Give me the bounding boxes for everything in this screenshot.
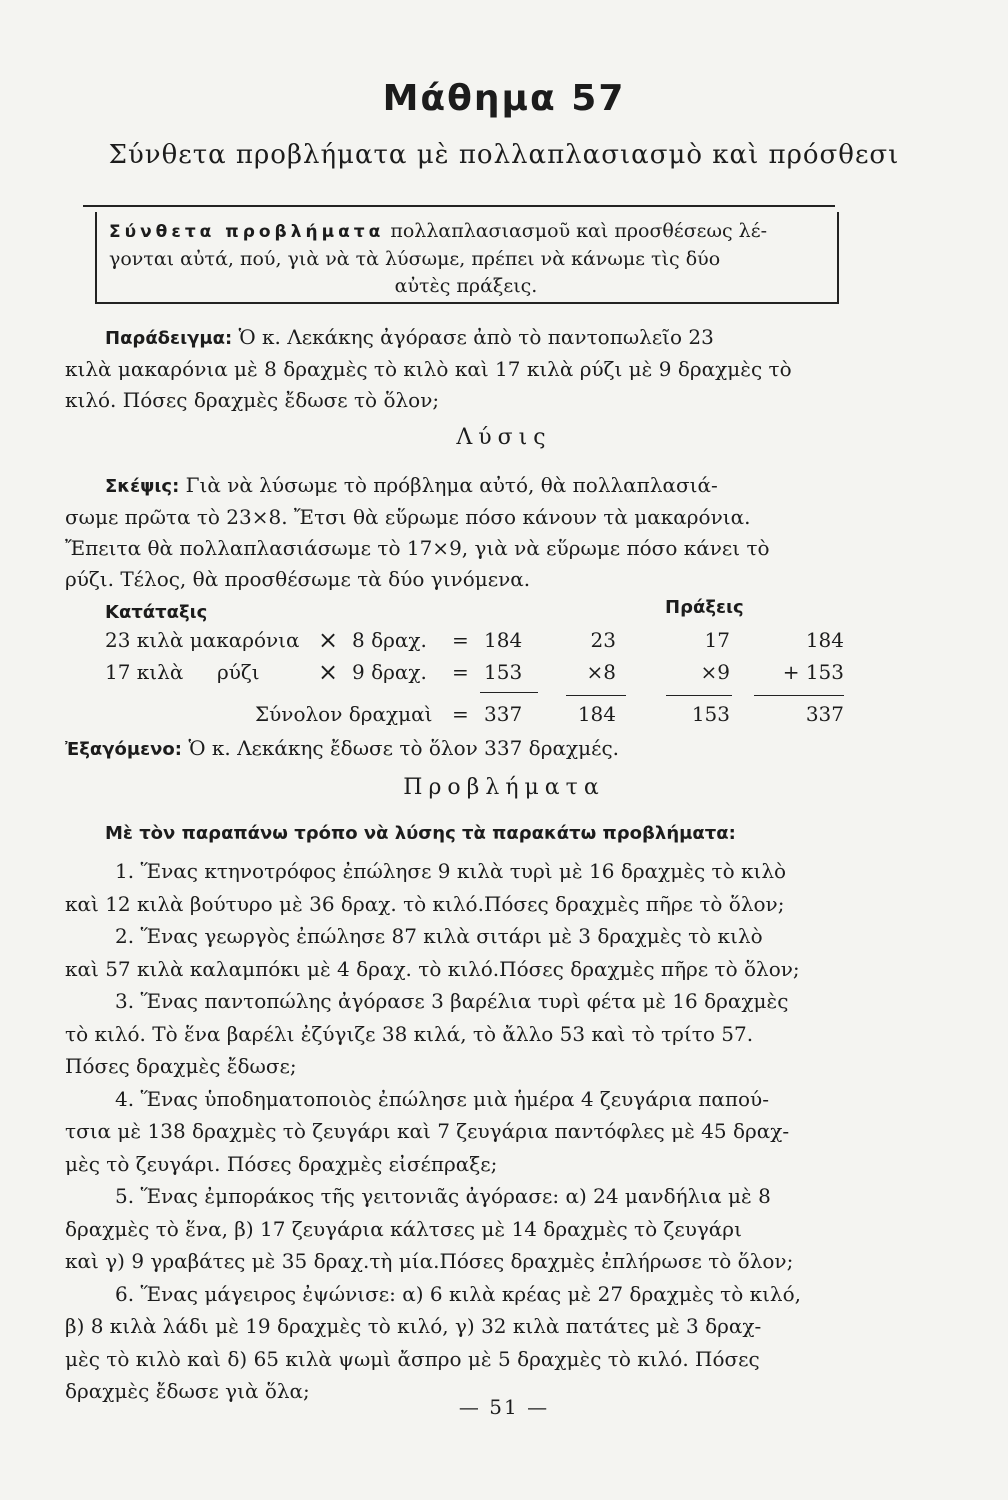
problem-2 xyxy=(65,920,842,985)
setup-row1-times: × xyxy=(318,626,339,654)
problem-4 xyxy=(65,1083,842,1181)
setup-total-value: 337 xyxy=(484,702,523,726)
setup-label: Κατάταξις xyxy=(105,602,208,623)
operations-label: Πράξεις xyxy=(665,597,744,618)
op1-a: 23 xyxy=(590,628,616,652)
reasoning-label: Σκέψις: xyxy=(105,476,180,497)
problem-line: 5. Ἕνας ἐμποράκος τῆς γειτονιᾶς ἀγόρασε: α) 24 μανδήλια μὲ 8 xyxy=(115,1184,771,1208)
setup-row2-price: 9 δραχ. xyxy=(352,660,427,684)
reasoning-line4: ρύζι. Τέλος, θὰ προσθέσωμε τὰ δύο γινόμενα. xyxy=(65,567,531,591)
op3-a: 184 xyxy=(805,628,844,652)
problems-intro: Μὲ τὸν παραπάνω τρόπο νὰ λύσης τὰ παρακάτω προβλήματα: xyxy=(105,823,736,844)
example-line1: Ὁ κ. Λεκάκης ἀγόρασε ἀπὸ τὸ παντοπωλεῖο 23 xyxy=(238,325,714,349)
reasoning-paragraph xyxy=(65,470,842,595)
solution-heading: Λύσις xyxy=(456,425,552,450)
setup-row2-item: ρύζι xyxy=(217,660,260,684)
op2-result: 153 xyxy=(691,702,730,726)
definition-line1: πολλαπλασιασμοῦ καὶ προσθέσεως λέ- xyxy=(390,220,767,242)
setup-row2-eq: = xyxy=(452,660,469,684)
reasoning-line3: Ἔπειτα θὰ πολλαπλασιάσωμε τὸ 17×9, γιὰ νὰ εὕρωμε πόσο κάνει τὸ xyxy=(65,536,770,560)
problem-line: 4. Ἕνας ὑποδηματοποιὸς ἐπώλησε μιὰ ἡμέρα 4 ζευγάρια παπού- xyxy=(115,1086,769,1111)
problem-line: 1. Ἕνας κτηνοτρόφος ἐπώλησε 9 κιλὰ τυρὶ μὲ 16 δραχμὲς τὸ κιλὸ xyxy=(115,859,787,883)
setup-row2-qty: 17 κιλὰ xyxy=(105,660,184,684)
op2-a: 17 xyxy=(704,628,730,652)
problem-line: β) 8 κιλὰ λάδι μὲ 19 δραχμὲς τὸ κιλό, γ) 32 κιλὰ πατάτες μὲ 3 δραχ- xyxy=(65,1314,762,1338)
setup-row1-price: 8 δραχ. xyxy=(352,628,427,652)
op1-b: ×8 xyxy=(586,660,616,684)
problem-line: δραχμὲς τὸ ἕνα, β) 17 ζευγάρια κάλτσες μὲ 14 δραχμὲς τὸ ζευγάρι xyxy=(65,1216,742,1241)
problem-line: μὲς τὸ ζευγάρι. Πόσες δραχμὲς εἰσέπραξε; xyxy=(65,1151,498,1176)
problem-5 xyxy=(65,1180,842,1278)
problem-line: καὶ 57 κιλὰ καλαμπόκι μὲ 4 δραχ. τὸ κιλό.Πόσες δραχμὲς πῆρε τὸ ὅλον; xyxy=(65,956,800,981)
example-line3: κιλό. Πόσες δραχμὲς ἔδωσε τὸ ὅλον; xyxy=(65,388,440,412)
problem-line: Πόσες δραχμὲς ἔδωσε; xyxy=(65,1054,297,1078)
problem-6 xyxy=(65,1278,842,1408)
answer-label: Ἐξαγόμενο: xyxy=(65,739,182,760)
page-subtitle: Σύνθετα προβλήματα μὲ πολλαπλασιασμὸ καὶ πρόσθεσι xyxy=(108,140,900,170)
setup-total-label: Σύνολον δραχμαὶ xyxy=(255,702,433,726)
problem-line: 6. Ἕνας μάγειρος ἐψώνισε: α) 6 κιλὰ κρέας μὲ 27 δραχμὲς τὸ κιλό, xyxy=(115,1281,802,1306)
problem-3 xyxy=(65,985,842,1083)
page-number: — 51 — xyxy=(458,1395,550,1419)
op3-result: 337 xyxy=(805,702,844,726)
problem-line: μὲς τὸ κιλὸ καὶ δ) 65 κιλὰ ψωμὶ ἄσπρο μὲ 5 δραχμὲς τὸ κιλό. Πόσες xyxy=(65,1346,760,1371)
problem-line: τὸ κιλό. Τὸ ἕνα βαρέλι ἐζύγιζε 38 κιλά, τὸ ἄλλο 53 καὶ τὸ τρίτο 57. xyxy=(65,1021,754,1046)
definition-top-rule xyxy=(83,205,835,207)
setup-total-eq: = xyxy=(452,702,469,726)
op3-b: + 153 xyxy=(782,660,844,684)
definition-line2: γονται αὐτά, πού, γιὰ νὰ τὰ λύσωμε, πρέπει νὰ κάνωμε τὶς δύο xyxy=(109,248,721,270)
definition-box xyxy=(95,212,839,304)
setup-row1-qty: 23 κιλὰ μακαρόνια xyxy=(105,628,300,652)
reasoning-line2: σωμε πρῶτα τὸ 23×8. Ἔτσι θὰ εὕρωμε πόσο κάνουν τὰ μακαρόνια. xyxy=(65,505,751,529)
problems-list xyxy=(65,855,842,1408)
problem-line: καὶ γ) 9 γραβάτες μὲ 35 δραχ.τὴ μία.Πόσες δραχμὲς ἐπλήρωσε τὸ ὅλον; xyxy=(65,1249,794,1273)
lesson-title: Μάθημα 57 xyxy=(382,78,626,119)
problem-line: 3. Ἕνας παντοπώλης ἀγόρασε 3 βαρέλια τυρὶ φέτα μὲ 16 δραχμὲς xyxy=(115,989,789,1013)
problem-line: τσια μὲ 138 δραχμὲς τὸ ζευγάρι καὶ 7 ζευγάρια παντόφλες μὲ 45 δραχ- xyxy=(65,1119,790,1143)
problem-line: καὶ 12 κιλὰ βούτυρο μὲ 36 δραχ. τὸ κιλό.Πόσες δραχμὲς πῆρε τὸ ὅλον; xyxy=(65,891,785,916)
answer-text: Ὁ κ. Λεκάκης ἔδωσε τὸ ὅλον 337 δραχμές. xyxy=(188,736,620,760)
definition-lead: Σύνθετα προβλήματα xyxy=(109,222,385,242)
op2-rule xyxy=(666,695,732,696)
problem-line: δραχμὲς ἔδωσε γιὰ ὅλα; xyxy=(65,1379,310,1403)
setup-row1-eq: = xyxy=(452,628,469,652)
setup-row1-result: 184 xyxy=(484,628,523,652)
example-line2: κιλὰ μακαρόνια μὲ 8 δραχμὲς τὸ κιλὸ καὶ 17 κιλὰ ρύζι μὲ 9 δραχμὲς τὸ xyxy=(65,357,792,381)
reasoning-line1: Γιὰ νὰ λύσωμε τὸ πρόβλημα αὐτό, θὰ πολλαπλασιά- xyxy=(185,473,718,497)
op1-rule xyxy=(566,695,626,696)
problem-1 xyxy=(65,855,842,920)
setup-sum-rule xyxy=(480,692,538,693)
setup-row2-times: × xyxy=(318,658,339,686)
problems-heading: Προβλήματα xyxy=(403,775,605,800)
problem-line: 2. Ἕνας γεωργὸς ἐπώλησε 87 κιλὰ σιτάρι μὲ 3 δραχμὲς τὸ κιλὸ xyxy=(115,924,763,948)
definition-line3: αὐτὲς πράξεις. xyxy=(394,275,538,297)
op1-result: 184 xyxy=(577,702,616,726)
answer-line xyxy=(65,736,619,760)
op2-b: ×9 xyxy=(700,660,730,684)
op3-rule xyxy=(754,695,844,696)
setup-row2-result: 153 xyxy=(484,660,523,684)
example-label: Παράδειγμα: xyxy=(105,328,233,349)
example-paragraph xyxy=(65,322,842,416)
